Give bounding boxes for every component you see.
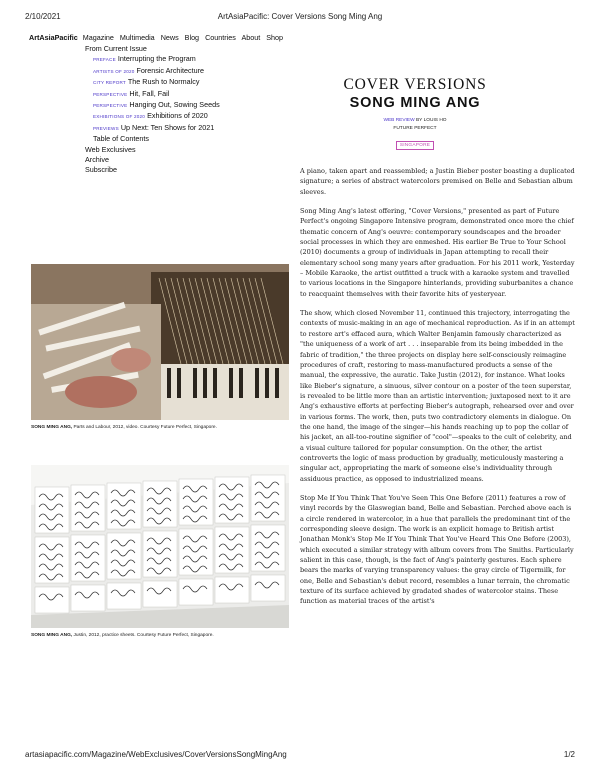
figure-caption bbox=[31, 424, 289, 431]
menu-item[interactable] bbox=[85, 100, 220, 111]
menu-subscribe[interactable]: Subscribe bbox=[85, 165, 117, 175]
print-page-number: 1/2 bbox=[563, 750, 575, 759]
nav-about[interactable]: About bbox=[241, 33, 261, 42]
magazine-menu bbox=[85, 44, 220, 176]
menu-web-exclusives[interactable]: Web Exclusives bbox=[85, 144, 136, 154]
piano-teardown-photo bbox=[31, 264, 289, 420]
menu-item-tag: PERSPECTIVE bbox=[93, 103, 128, 109]
menu-item[interactable] bbox=[85, 66, 220, 77]
menu-item-tag: ARTISTS OF 2020 bbox=[93, 68, 135, 74]
print-date: 2/10/2021 bbox=[25, 12, 61, 21]
article-paragraph: A piano, taken apart and reassembled; a Justin Bieber poster boasting a duplicated signature; a series of abstract watercolors premised on Belle and Sebastian album sleeves. bbox=[300, 167, 575, 196]
figure-parts-and-labour bbox=[31, 264, 289, 431]
article-venue: FUTURE PERFECT bbox=[393, 126, 437, 131]
menu-item[interactable] bbox=[85, 77, 220, 88]
article-header bbox=[300, 76, 530, 151]
menu-item-label: The Rush to Normalcy bbox=[127, 77, 200, 87]
caption-artist: SONG MING ANG, bbox=[31, 425, 73, 430]
article-paragraph: Stop Me If You Think That You've Seen This One Before (2011) features a row of vinyl records by the Glaswegian band, Belle and Sebastian. Perched above each is a circle rendered in watercolor, in a hue that parallels the predominant tint of the corresponding sleeve design. The work is an explicit homage to British artist Jonathan Monk's Stop Me If You Think That You've Heard This One Before (2003), which executed a similar strategy with album covers from The Smiths. Particularly salient in this case, though, is the fact of Ang's painterly gestures. Each sphere bears the marks of varying transparency values: the gray circle of Tigermilk, for one, Belle and Sebastian's debut record, resembles a lunar terrain, the chromatic texture of its surface achieved by gradated shades of watercolor stains. These function as material traces of the artist's bbox=[300, 493, 574, 606]
article-paragraph: The show, which closed November 11, continued this trajectory, interrogating the contexts of music-making in an age of mechanical reproduction. As if in an attempt to restore art's effaced aura, which Walter Benjamin famously characterized as "the uniqueness of a work of art . . . inseparable from its being imbedded in the fabric of tradition," the three projects on display here self-consciously reimagine procedures of craft, restoring to mass-manufactured products a sense of the manual, the expressive, the auratic. Take Justin (2012), for instance. What looks like Bieber's signature, a sinuous, silver contour on a poster of the teen superstar, is revealed to be little more than an artistic intervention; juxtaposed next to it are Ang's exhaustive efforts at perfecting Bieber's autograph, rehearsed over and over in various forms. The work, then, puts two contradictory elements in dialogue. On the one hand, the image of the singer—his hands reaching up to pop the collar of his jacket, an all-too-routine signifier of "cool"—speaks to the cult of celebrity, and a visual culture tailored for popular consumption. On the other, the artist controverts the logic of mass production by gradually, meticulously mastering a singular act, appropriating the mark of someone else's individuality through assiduous practice, as opposed to industrialized means. bbox=[300, 309, 575, 483]
print-footer bbox=[25, 750, 575, 762]
site-logo[interactable]: ArtAsiaPacific bbox=[29, 33, 78, 42]
menu-item[interactable] bbox=[85, 89, 220, 100]
nav-shop[interactable]: Shop bbox=[266, 33, 284, 42]
article-kind[interactable]: WEB REVIEW bbox=[383, 118, 415, 123]
region-badge[interactable]: SINGAPORE bbox=[396, 141, 434, 150]
article-title: COVER VERSIONS bbox=[343, 76, 487, 93]
nav-news[interactable]: News bbox=[160, 33, 179, 42]
menu-item-label: Forensic Architecture bbox=[136, 65, 204, 75]
caption-text: Justin, 2012, practice sheets. Courtesy Future Perfect, Singapore. bbox=[72, 633, 214, 638]
nav-multimedia[interactable]: Multimedia bbox=[119, 33, 155, 42]
article-author[interactable]: BY LOUIS HO bbox=[415, 118, 447, 123]
menu-toc[interactable]: Table of Contents bbox=[93, 134, 149, 144]
menu-item[interactable] bbox=[85, 123, 220, 134]
figure-justin bbox=[31, 465, 289, 639]
menu-current-issue[interactable]: From Current Issue bbox=[85, 44, 147, 53]
menu-item-tag: PREVIEWS bbox=[93, 125, 119, 131]
print-header bbox=[25, 12, 575, 24]
menu-item-label: Interrupting the Program bbox=[117, 54, 196, 64]
caption-artist: SONG MING ANG, bbox=[31, 633, 73, 638]
nav-blog[interactable]: Blog bbox=[184, 33, 200, 42]
menu-item-label: Up Next: Ten Shows for 2021 bbox=[120, 122, 215, 132]
article-subject: SONG MING ANG bbox=[349, 95, 481, 111]
menu-item-tag: CITY REPORT bbox=[93, 80, 126, 86]
menu-item-tag: PERSPECTIVE bbox=[93, 91, 128, 97]
figure-caption bbox=[31, 632, 289, 639]
byline bbox=[300, 117, 530, 133]
caption-text: Parts and Labour, 2012, video. Courtesy Future Perfect, Singapore. bbox=[72, 425, 217, 430]
menu-item-label: Hit, Fall, Fail bbox=[129, 88, 170, 98]
menu-item-label: Hanging Out, Sowing Seeds bbox=[129, 100, 220, 110]
signature-practice-sheets-photo bbox=[31, 465, 289, 628]
print-url: artasiapacific.com/Magazine/WebExclusives/CoverVersionsSongMingAng bbox=[25, 750, 287, 759]
article-body bbox=[300, 166, 576, 607]
menu-item-tag: EXHIBITIONS OF 2020 bbox=[93, 114, 146, 120]
menu-item-tag: PREFACE bbox=[93, 57, 116, 63]
menu-item-label: Exhibitions of 2020 bbox=[147, 111, 208, 121]
article-paragraph: Song Ming Ang's latest offering, "Cover Versions," presented as part of Future Perfect's ongoing Singapore Intensive program, demonstrated once more the chief thematic concern of Ang's oeuvre: contemporary soundscapes and the broader social processes in which they are enmeshed. His earlier Be True to Your School (2010) documents a group of individuals in Japan attempting to recall their elementary school song many years after graduation. For his 2011 work, Yesterday – Mobile Karaoke, the artist outfitted a truck with a karaoke system and travelled to various locations in the Singapore hinterlands, providing suburbanites a chance to reacquaint themselves with their favorite hits of yesteryear. bbox=[300, 207, 575, 298]
menu-item[interactable] bbox=[85, 111, 220, 122]
nav-magazine[interactable]: Magazine bbox=[82, 33, 114, 42]
nav-countries[interactable]: Countries bbox=[205, 33, 236, 42]
print-title: ArtAsiaPacific: Cover Versions Song Ming Ang bbox=[217, 12, 383, 21]
menu-item[interactable] bbox=[85, 54, 220, 65]
top-nav bbox=[29, 33, 287, 42]
menu-archive[interactable]: Archive bbox=[85, 155, 109, 165]
